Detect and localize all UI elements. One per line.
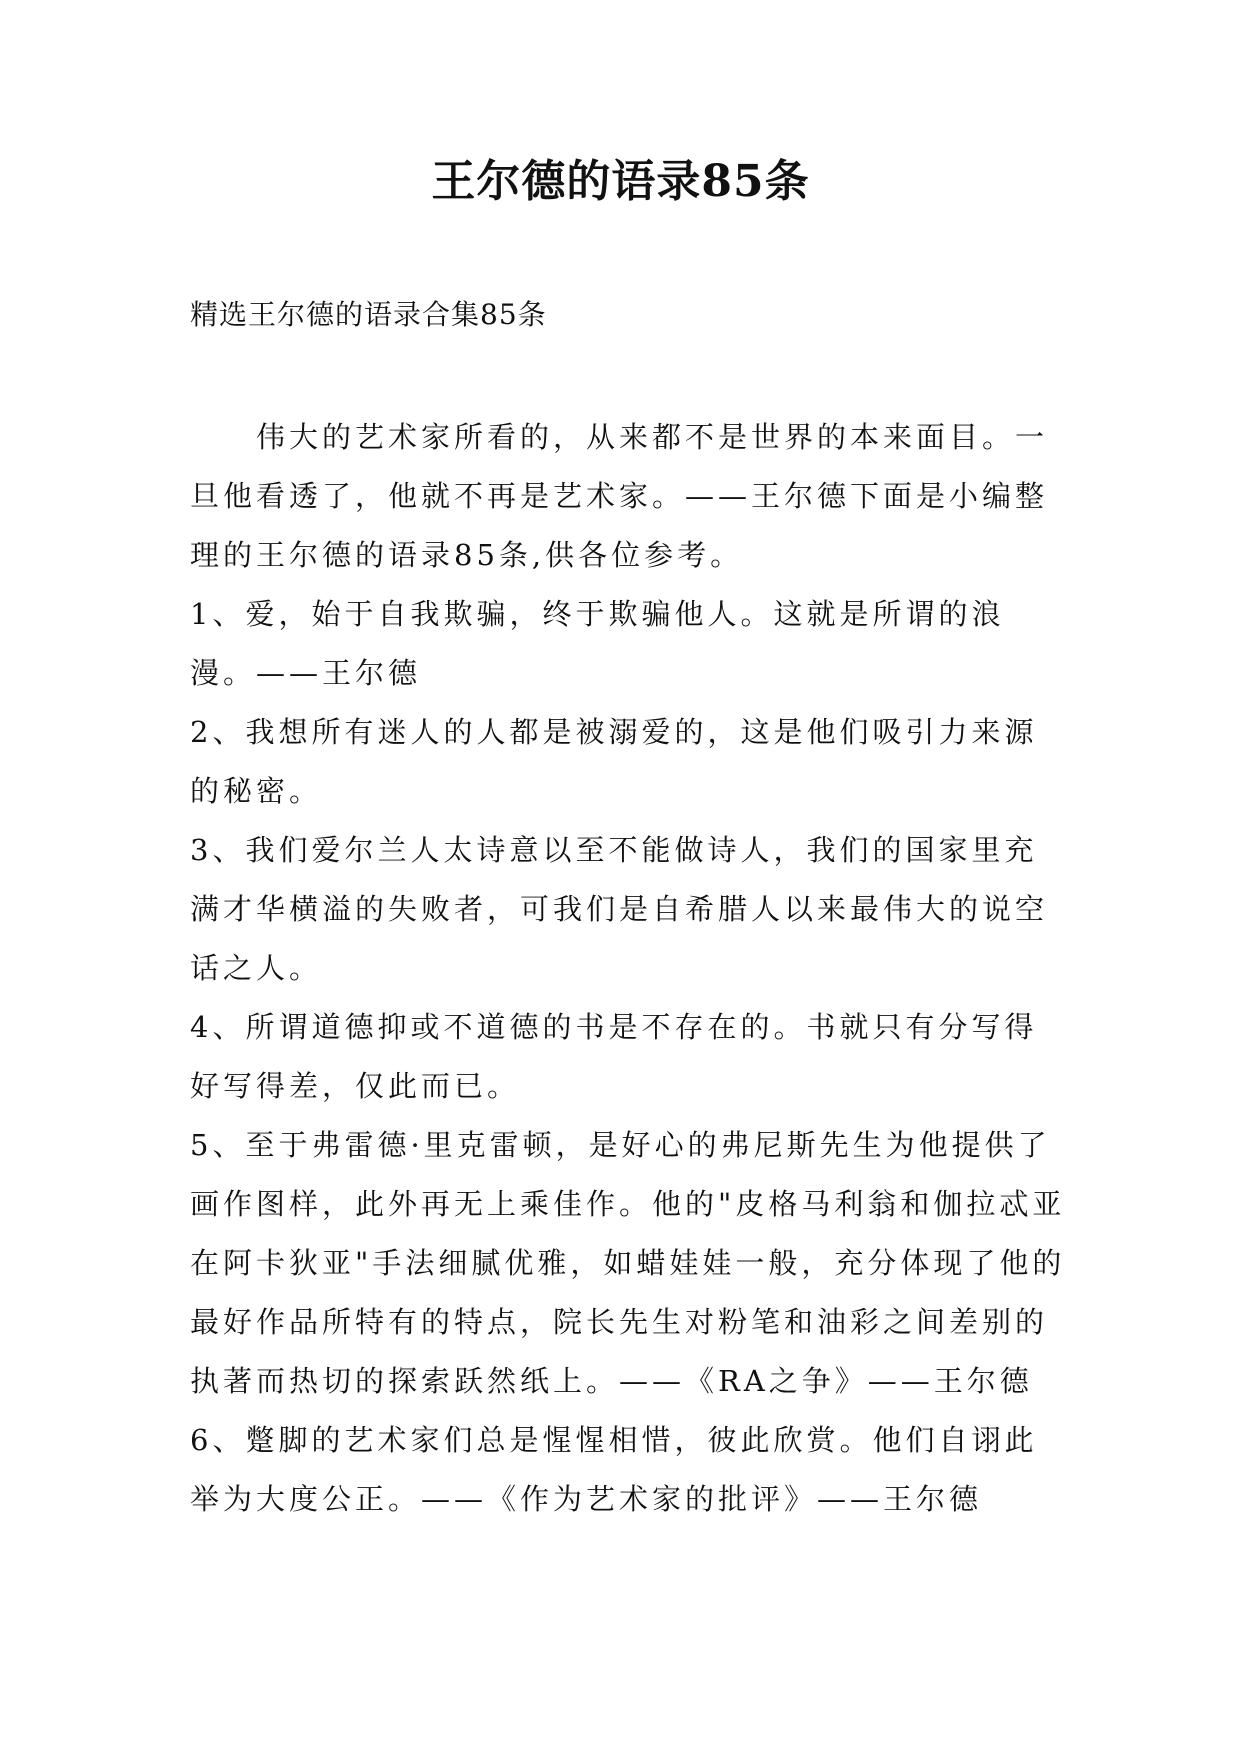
quote-item-5: 5、至于弗雷德·里克雷顿，是好心的弗尼斯先生为他提供了画作图样，此外再无上乘佳作。他的"皮格马利翁和伽拉忒亚在阿卡狄亚"手法细腻优雅，如蜡娃娃一般，充分体现了他的最好作品所特有的特点，院长先生对粉笔和油彩之间差别的执著而热切的探索跃然纸上。——《RA之争》——王尔德	[190, 1128, 1066, 1398]
quote-item-2: 2、我想所有迷人的人都是被溺爱的，这是他们吸引力来源的秘密。	[190, 715, 1038, 808]
document-body	[190, 408, 1070, 1529]
quote-item-6: 6、蹩脚的艺术家们总是惺惺相惜，彼此欣赏。他们自诩此举为大度公正。——《作为艺术家的批评》——王尔德	[190, 1423, 1038, 1516]
document-title: 王尔德的语录85条	[431, 156, 810, 207]
quote-item-3: 3、我们爱尔兰人太诗意以至不能做诗人，我们的国家里充满才华横溢的失败者，可我们是自希腊人以来最伟大的说空话之人。	[190, 833, 1049, 985]
intro-paragraph: 伟大的艺术家所看的，从来都不是世界的本来面目。一旦他看透了，他就不再是艺术家。——王尔德下面是小编整理的王尔德的语录85条,供各位参考。	[190, 420, 1049, 572]
document-subtitle: 精选王尔德的语录合集85条	[190, 298, 547, 331]
quote-item-4: 4、所谓道德抑或不道德的书是不存在的。书就只有分写得好写得差，仅此而已。	[190, 1010, 1038, 1103]
quote-item-1: 1、爱，始于自我欺骗，终于欺骗他人。这就是所谓的浪漫。——王尔德	[190, 597, 1005, 690]
